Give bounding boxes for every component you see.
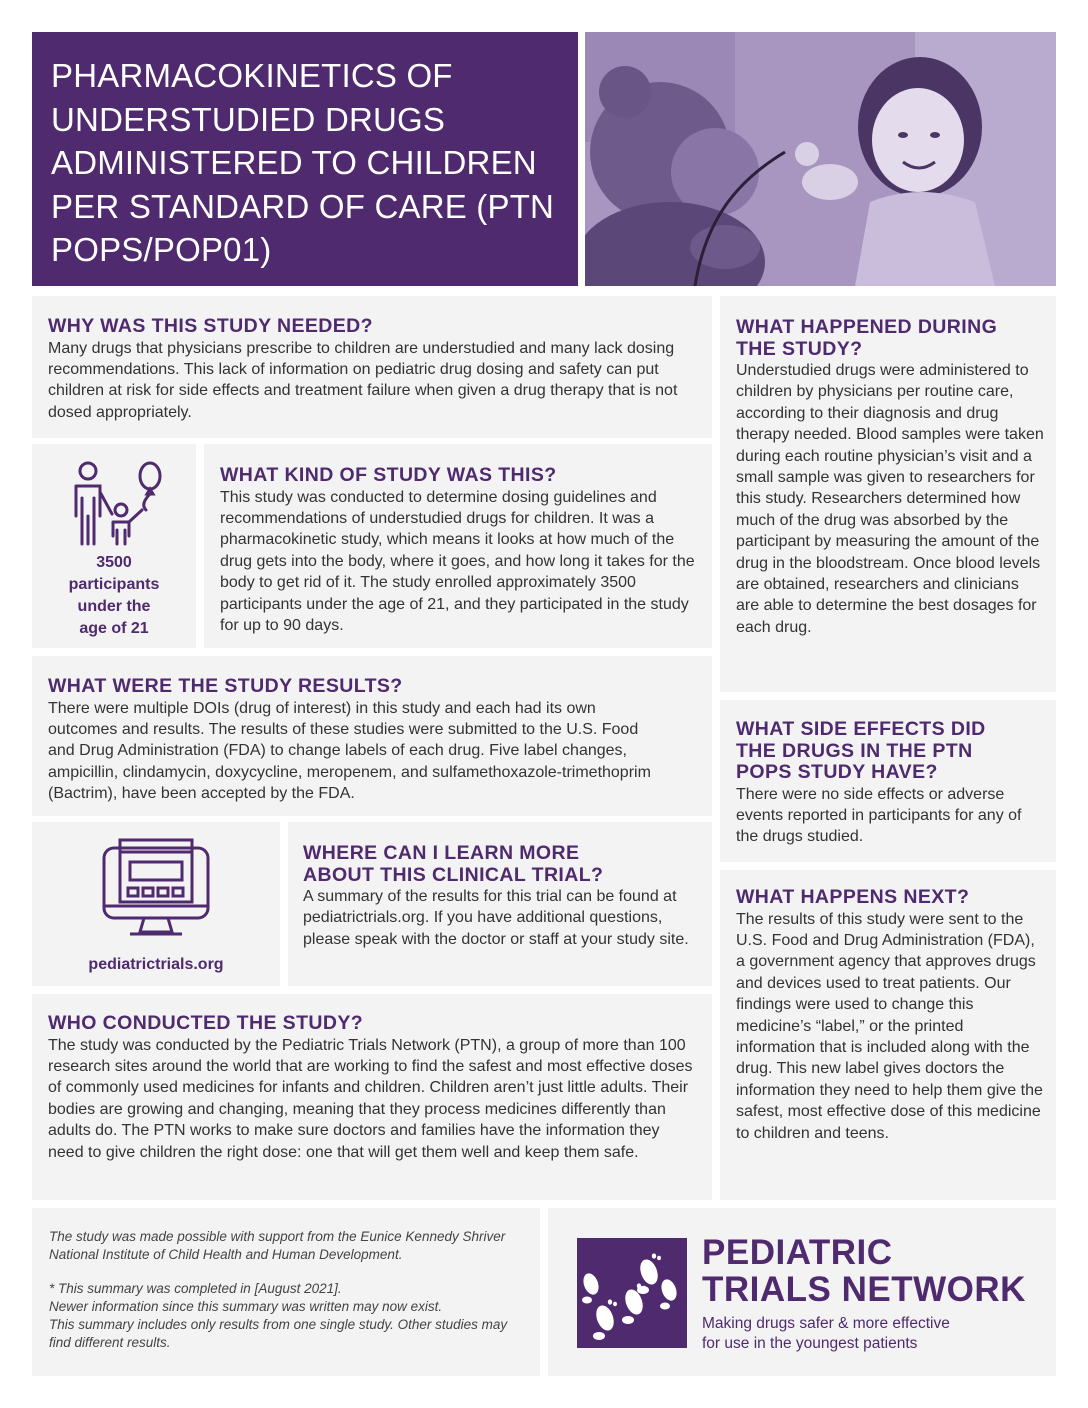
results-body: There were multiple DOIs (drug of interest) in this study and each had its own outcomes and results. The results of these studies were submitted to the U.S. Food and Drug Administration (FDA) to change labels of each drug. Five label changes, ampicillin, clindamycin, doxycycline, meropenem, and sulfamethoxazole-trimethoprim (Bactrim), have been accepted by the FDA. [48,699,651,803]
why-section [32,296,712,438]
website-panel [32,822,280,986]
happened-heading-line2: THE STUDY? [736,337,863,360]
happened-body: Understudied drugs were administered to children by physicians per routine care, according to their diagnosis and drug therapy needed. Blood samples were taken during each routine physician’s visit and a small sample was given to researchers for this study. Researchers determined how much of the drug was absorbed by the participant by measuring the amount of the drug in the bloodstream. Once blood levels are obtained, researchers and clinicians are able to determine the best dosages for each drug. [736,362,1044,636]
next-section [720,870,1056,1200]
participants-panel [32,444,196,648]
side-effects-heading-line1: WHAT SIDE EFFECTS DID [736,718,986,740]
learn-heading [303,843,702,886]
happened-section [720,296,1056,692]
why-heading: WHY WAS THIS STUDY NEEDED? [48,315,373,337]
website-link[interactable]: pediatrictrials.org [88,956,224,973]
learn-heading-line1: WHERE CAN I LEARN MORE [303,842,580,864]
side-effects-section [720,700,1056,862]
footprints-icon [577,1238,687,1348]
learn-heading-line2: ABOUT THIS CLINICAL TRIAL? [303,863,604,886]
participants-stat [32,552,196,640]
kind-body: This study was conducted to determine dosing guidelines and recommendations of understudied drugs for children. It was a pharmacokinetic study, which means it looks at how much of the drug gets into the body, where it goes, and how long it takes for the body to get rid of it. The study enrolled approximately 3500 participants under the age of 21, and they participated in the study for up to 90 days. [220,488,695,634]
next-heading: WHAT HAPPENS NEXT? [736,886,970,908]
kind-heading: WHAT KIND OF STUDY WAS THIS? [220,464,557,486]
footnote-single: This summary includes only results from one single study. Other studies may find different results. [49,1317,508,1350]
kind-section [204,444,712,648]
learn-body: A summary of the results for this trial can be found at pediatrictrials.org. If you have additional questions, please speak with the doctor or staff at your study site. [303,888,689,948]
computer-monitor-icon [100,836,212,944]
participants-line1: participants [68,576,160,593]
ptn-name-line2: TRIALS NETWORK [702,1270,1026,1309]
side-effects-heading [736,719,1046,784]
participants-line3: age of 21 [79,620,149,637]
results-heading: WHAT WERE THE STUDY RESULTS? [48,675,403,697]
why-body: Many drugs that physicians prescribe to children are understudied and many lack dosing recommendations. This lack of information on pediatric drug dosing and safety can put children at risk for side effects and treatment failure when given a drug therapy that is not dosed appropriately. [48,339,678,421]
participants-line2: under the [77,598,151,615]
happened-heading-line1: WHAT HAPPENED DURING [736,316,998,338]
child-with-teddy-bear-image [585,32,1056,286]
side-effects-body: There were no side effects or adverse events reported in participants for any of the drugs studied. [736,785,1022,846]
ptn-logo-panel [548,1208,1056,1376]
participants-number: 3500 [96,554,132,571]
footnote-newer: Newer information since this summary was written may now exist. [49,1299,443,1314]
header-photo [585,32,1056,286]
ptn-name-line1: PEDIATRIC [702,1233,893,1272]
who-section [32,994,712,1200]
ptn-tagline-line1: Making drugs safer & more effective [702,1315,950,1332]
ptn-tagline-line2: for use in the youngest patients [702,1335,918,1352]
family-balloon-icon [70,458,166,548]
who-heading: WHO CONDUCTED THE STUDY? [48,1012,364,1034]
side-effects-heading-line3: POPS STUDY HAVE? [736,761,938,783]
page-title: PHARMACOKINETICS OF UNDERSTUDIED DRUGS ADMINISTERED TO CHILDREN PER STANDARD OF CARE (PTN POPS/POP01) [32,32,578,286]
footnote-support: The study was made possible with support from the Eunice Kennedy Shriver National Institute of Child Health and Human Development. [49,1229,506,1262]
side-effects-heading-line2: THE DRUGS IN THE PTN [736,739,973,762]
next-body: The results of this study were sent to the U.S. Food and Drug Administration (FDA), a government agency that approves drugs and devices used to treat patients. Our findings were used to change this medicine’s “label,” or the printed information that is included along with the drug. This new label gives doctors the information they need to help them give the safest, most effective dose of this medicine to children and teens. [736,910,1043,1142]
happened-heading [736,317,1046,360]
learn-section [288,822,712,986]
footnote-completed: * This summary was completed in [August 2021]. [49,1281,342,1296]
footnotes-section [32,1208,540,1376]
who-body: The study was conducted by the Pediatric Trials Network (PTN), a group of more than 100 research sites around the world that are working to find the safest and most effective doses of commonly used medicines for infants and children. Children aren’t just little adults. Their bodies are growing and changing, meaning that they process medicines differently than adults do. The PTN works to make sure doctors and families have the information they need to give children the right dose: one that will get them well and keep them safe. [48,1036,693,1161]
results-section [32,656,712,816]
ptn-logo-text [702,1234,1052,1354]
